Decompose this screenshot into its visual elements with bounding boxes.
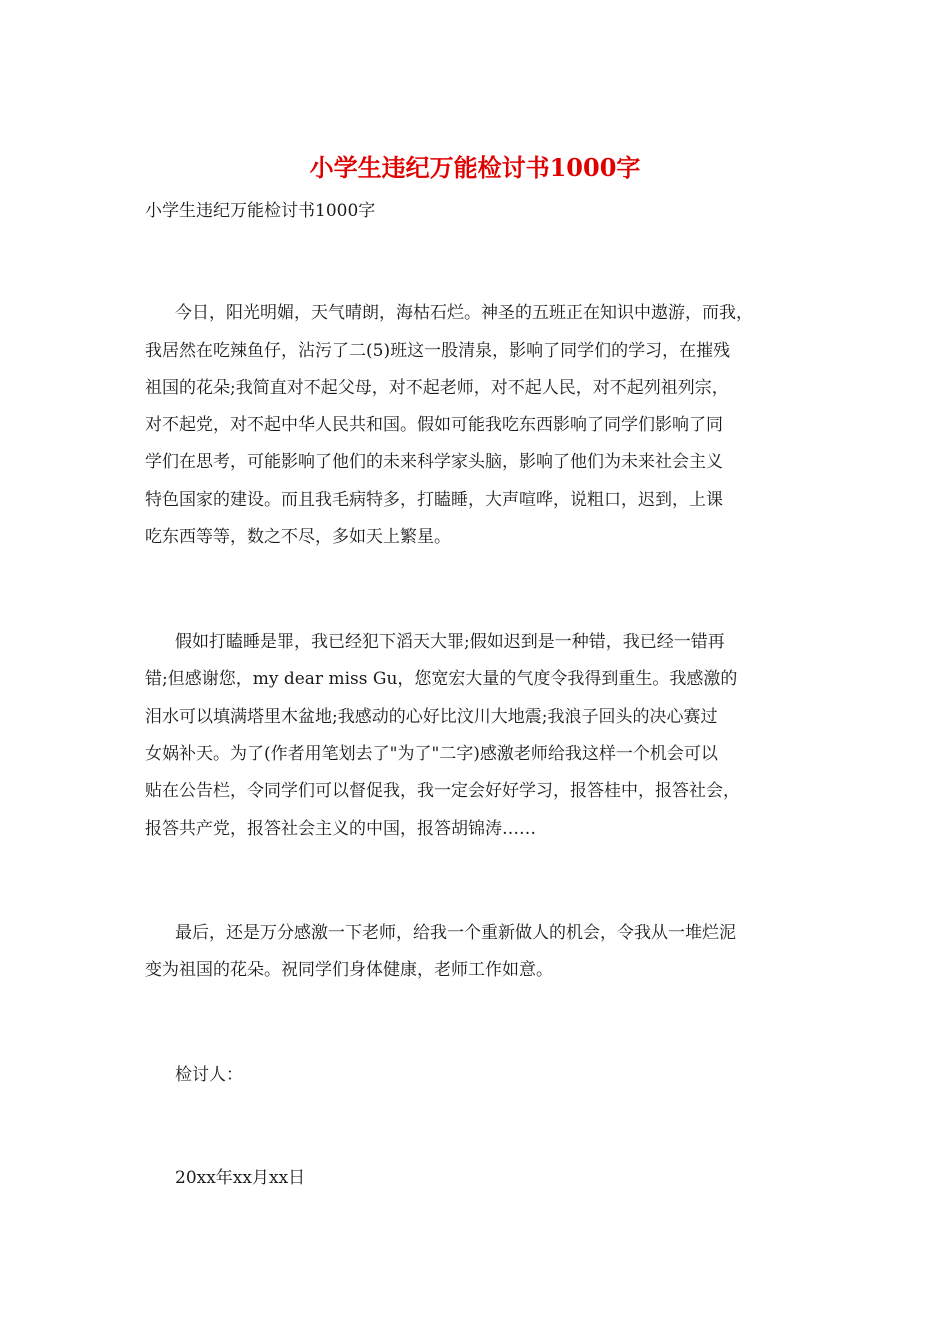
paragraph-line: 假如打瞌睡是罪，我已经犯下滔天大罪;假如迟到是一种错，我已经一错再 [175, 632, 725, 652]
paragraph-line: 祖国的花朵;我简直对不起父母，对不起老师，对不起人民，对不起列祖列宗， [145, 378, 729, 398]
paragraph-line: 最后，还是万分感激一下老师，给我一个重新做人的机会，令我从一堆烂泥 [175, 923, 736, 943]
paragraph-line: 对不起党，对不起中华人民共和国。假如可能我吃东西影响了同学们影响了同 [145, 415, 723, 435]
paragraph-line: 贴在公告栏，令同学们可以督促我，我一定会好好学习，报答桂中，报答社会， [145, 781, 740, 801]
paragraph-line: 女娲补天。为了(作者用笔划去了"为了"二字)感激老师给我这样一个机会可以 [145, 744, 718, 764]
paragraph-line: 今日，阳光明媚，天气晴朗，海枯石烂。神圣的五班正在知识中遨游，而我， [175, 303, 753, 323]
document-date: 20xx年xx月xx日 [175, 1168, 306, 1188]
paragraph-line: 我居然在吃辣鱼仔，沾污了二(5)班这一股清泉，影响了同学们的学习，在摧残 [145, 341, 731, 361]
signature-label: 检讨人： [175, 1065, 243, 1085]
paragraph-line: 报答共产党，报答社会主义的中国，报答胡锦涛…… [145, 819, 536, 839]
paragraph-line: 学们在思考，可能影响了他们的未来科学家头脑，影响了他们为未来社会主义 [145, 452, 723, 472]
paragraph-line: 变为祖国的花朵。祝同学们身体健康，老师工作如意。 [145, 960, 553, 980]
paragraph-line: 错;但感谢您，my dear miss Gu，您宽宏大量的气度令我得到重生。我感激的 [145, 669, 738, 689]
paragraph-line: 泪水可以填满塔里木盆地;我感动的心好比汶川大地震;我浪子回头的决心赛过 [145, 707, 718, 727]
paragraph-line: 吃东西等等，数之不尽，多如天上繁星。 [145, 527, 451, 547]
document-title: 小学生违纪万能检讨书1000字 [309, 153, 641, 182]
document-subtitle: 小学生违纪万能检讨书1000字 [145, 201, 376, 221]
paragraph-line: 特色国家的建设。而且我毛病特多，打瞌睡，大声喧哗，说粗口，迟到，上课 [145, 490, 723, 510]
